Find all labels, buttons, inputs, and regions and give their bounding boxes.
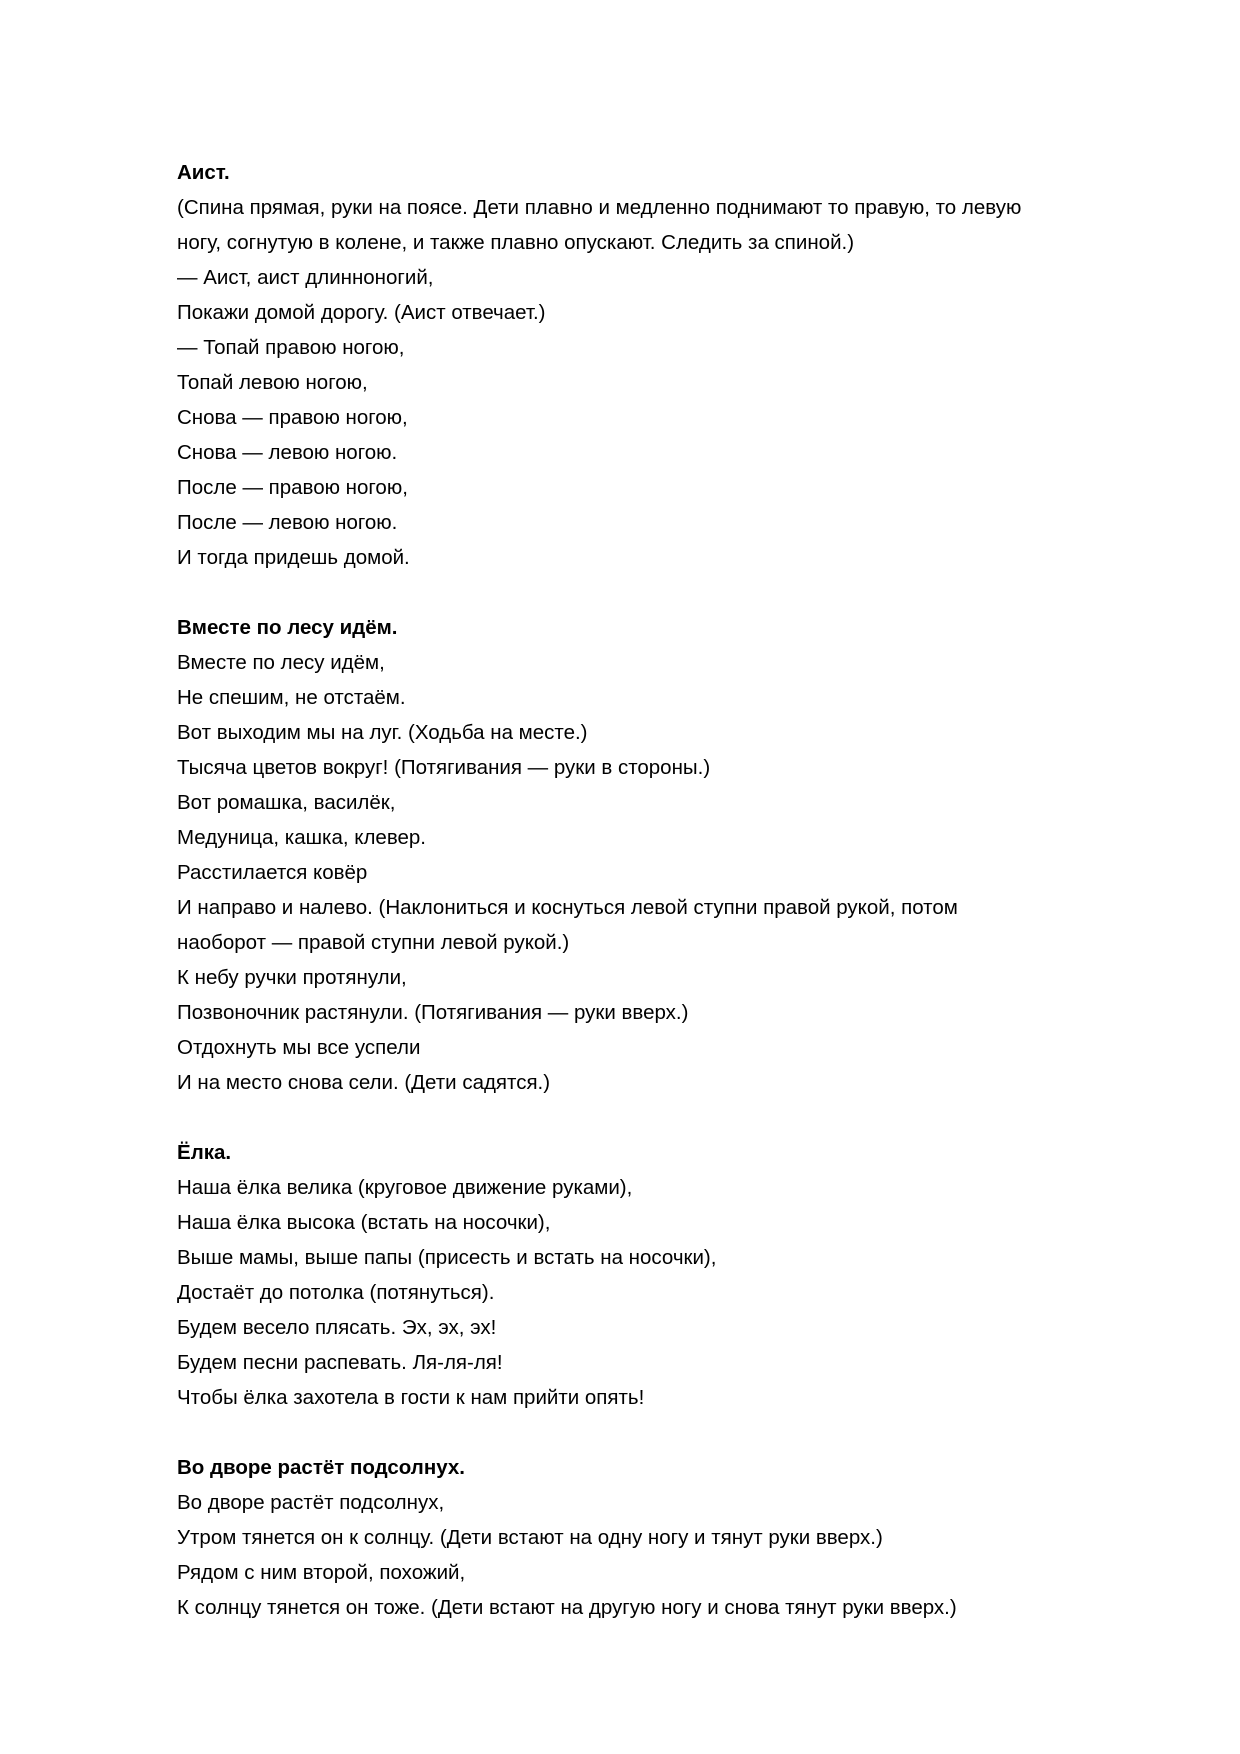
text-line: Достаёт до потолка (потянуться). <box>177 1281 495 1304</box>
text-line: Расстилается ковёр <box>177 861 368 884</box>
text-line: Покажи домой дорогу. (Аист отвечает.) <box>177 301 546 324</box>
text-line: Медуница, кашка, клевер. <box>177 826 426 849</box>
text-line: Чтобы ёлка захотела в гости к нам прийти опять! <box>177 1386 645 1409</box>
text-line: Тысяча цветов вокруг! (Потягивания — руки в стороны.) <box>177 756 711 779</box>
section-vmeste-po-lesu <box>177 610 1137 1100</box>
section-title: Во дворе растёт подсолнух. <box>177 1456 465 1479</box>
text-line: К небу ручки протянули, <box>177 966 407 989</box>
text-line: Будем весело плясать. Эх, эх, эх! <box>177 1316 497 1339</box>
text-line: наоборот — правой ступни левой рукой.) <box>177 931 570 954</box>
text-line: Наша ёлка высока (встать на носочки), <box>177 1211 551 1234</box>
text-line: Снова — левою ногою. <box>177 441 398 464</box>
text-line: Наша ёлка велика (круговое движение руками), <box>177 1176 633 1199</box>
text-line: — Топай правою ногою, <box>177 336 405 359</box>
document-body <box>177 155 1137 1625</box>
text-line: Выше мамы, выше папы (присесть и встать на носочки), <box>177 1246 717 1269</box>
text-line: После — левою ногою. <box>177 511 398 534</box>
text-line: Снова — правою ногою, <box>177 406 408 429</box>
text-line: И направо и налево. (Наклониться и коснуться левой ступни правой рукой, потом <box>177 896 958 919</box>
text-line: Позвоночник растянули. (Потягивания — руки вверх.) <box>177 1001 689 1024</box>
section-title: Вместе по лесу идём. <box>177 616 398 639</box>
text-line: После — правою ногою, <box>177 476 408 499</box>
text-line: (Спина прямая, руки на поясе. Дети плавно и медленно поднимают то правую, то левую <box>177 196 1022 219</box>
section-podsolnukh <box>177 1450 1137 1625</box>
text-line: Утром тянется он к солнцу. (Дети встают на одну ногу и тянут руки вверх.) <box>177 1526 883 1549</box>
text-line: Вместе по лесу идём, <box>177 651 385 674</box>
text-line: Вот выходим мы на луг. (Ходьба на месте.) <box>177 721 588 744</box>
text-line: Вот ромашка, василёк, <box>177 791 396 814</box>
text-line: Будем песни распевать. Ля-ля-ля! <box>177 1351 503 1374</box>
text-line: К солнцу тянется он тоже. (Дети встают на другую ногу и снова тянут руки вверх.) <box>177 1596 957 1619</box>
text-line: Отдохнуть мы все успели <box>177 1036 421 1059</box>
text-line: И тогда придешь домой. <box>177 546 410 569</box>
section-aist <box>177 155 1137 575</box>
text-line: И на место снова сели. (Дети садятся.) <box>177 1071 551 1094</box>
text-line: Рядом с ним второй, похожий, <box>177 1561 466 1584</box>
text-line: ногу, согнутую в колене, и также плавно опускают. Следить за спиной.) <box>177 231 855 254</box>
text-line: Не спешим, не отстаём. <box>177 686 406 709</box>
section-title: Аист. <box>177 161 230 184</box>
section-title: Ёлка. <box>177 1141 232 1164</box>
text-line: — Аист, аист длинноногий, <box>177 266 434 289</box>
text-line: Во дворе растёт подсолнух, <box>177 1491 445 1514</box>
section-yolka <box>177 1135 1137 1415</box>
text-line: Топай левою ногою, <box>177 371 368 394</box>
